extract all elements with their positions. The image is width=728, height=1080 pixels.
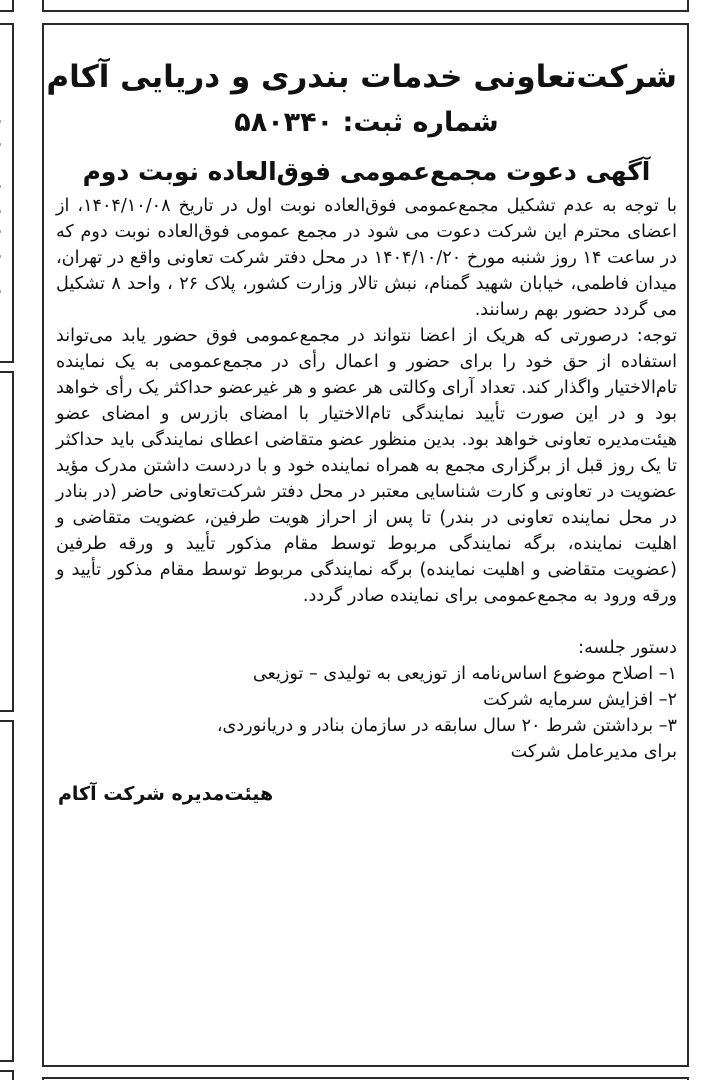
adjacent-ad-box [0,23,14,363]
agenda-item: ۲– افزایش سرمایه شرکت [483,690,677,710]
text-fragment [0,120,1,123]
registration-number: شماره ثبت: ۵۸۰۳۴۰ [234,107,499,138]
text-fragment [0,230,1,233]
text-fragment [0,255,1,258]
advertisement-box [42,23,689,1067]
text-fragment [0,290,1,293]
adjacent-ad-box [0,371,14,712]
advertisement-content [46,25,678,809]
text-fragment [0,143,1,146]
board-signature: هیئت‌مدیره شرکت آکام [58,783,274,805]
adjacent-ad-text-fragment [0,25,4,361]
adjacent-ad-box [0,0,14,12]
invitation-paragraph: با توجه به عدم تشکیل مجمع‌عمومی فوق‌العاده نوبت اول در تاریخ ۱۴۰۴/۱۰/۰۸، از اعضای محترم این شرکت دعوت می شود در مجمع عمومی فوق‌العاده نوبت دوم که در ساعت ۱۴ روز شنبه مورخ ۱۴۰۴/۱۰/۲۰ در محل دفتر شرکت تعاونی واقع در تهران، میدان فاطمی، خیابان شهید گمنام، نبش تالار وزارت کشور، پلاک ۲۶ ، واحد ۸ تشکیل می گردد حضور بهم رسانند. [56,196,678,320]
adjacent-ad-box [0,720,14,1062]
notice-title: آگهی دعوت مجمع‌عمومی فوق‌العاده نوبت دوم [82,157,651,186]
agenda [56,635,677,765]
adjacent-ad-box [0,1070,14,1080]
adjacent-ad-box-top [42,0,689,12]
agenda-item: ۱– اصلاح موضوع اساس‌نامه از توزیعی به تولیدی – توزیعی [252,664,677,684]
notice-body [56,193,677,609]
agenda-item-continuation: برای مدیرعامل شرکت [510,742,677,762]
text-fragment [0,210,1,213]
company-name: شرکت‌تعاونی خدمات بندری و دریایی آکام [46,59,677,95]
proxy-note-paragraph: توجه: درصورتی که هریک از اعضا نتواند در مجمع‌عمومی فوق حضور یابد می‌تواند استفاده از حق خود را برای حضور و اعمال رأی در مجمع‌عمومی به یک نماینده تام‌الاختیار واگذار کند. تعداد آرای وکالتی هر عضو و هر غیرعضو حداکثر یک رأی خواهد بود و در این صورت تأیید نمایندگی تام‌الاختیار با امضای بازرس و امضای عضو هیئت‌مدیره تعاونی خواهد بود. بدین منظور عضو متقاضی اعطای نمایندگی باید حداکثر تا یک روز قبل از برگزاری مجمع به همراه نماینده خود و با دردست داشتن مدرک مؤید عضویت در تعاونی و کارت شناسایی معتبر در محل دفتر شرکت‌تعاونی حاضر (در بنادر در محل نماینده تعاونی در بندر) تا پس از احراز هویت طرفین، عضویت متقاضی و اهلیت نماینده، برگه نمایندگی مربوط توسط مقام مذکور تأیید و ورقه طرفین (عضویت متقاضی و اهلیت نماینده) برگه نمایندگی مربوط توسط مقام مذکور تأیید و ورقه ورود به مجمع‌عمومی برای نماینده صادر گردد. [56,326,677,606]
agenda-heading: دستور جلسه: [578,638,677,658]
text-fragment [0,185,1,188]
agenda-item: ۳– برداشتن شرط ۲۰ سال سابقه در سازمان بنادر و دریانوردی، [216,716,677,736]
